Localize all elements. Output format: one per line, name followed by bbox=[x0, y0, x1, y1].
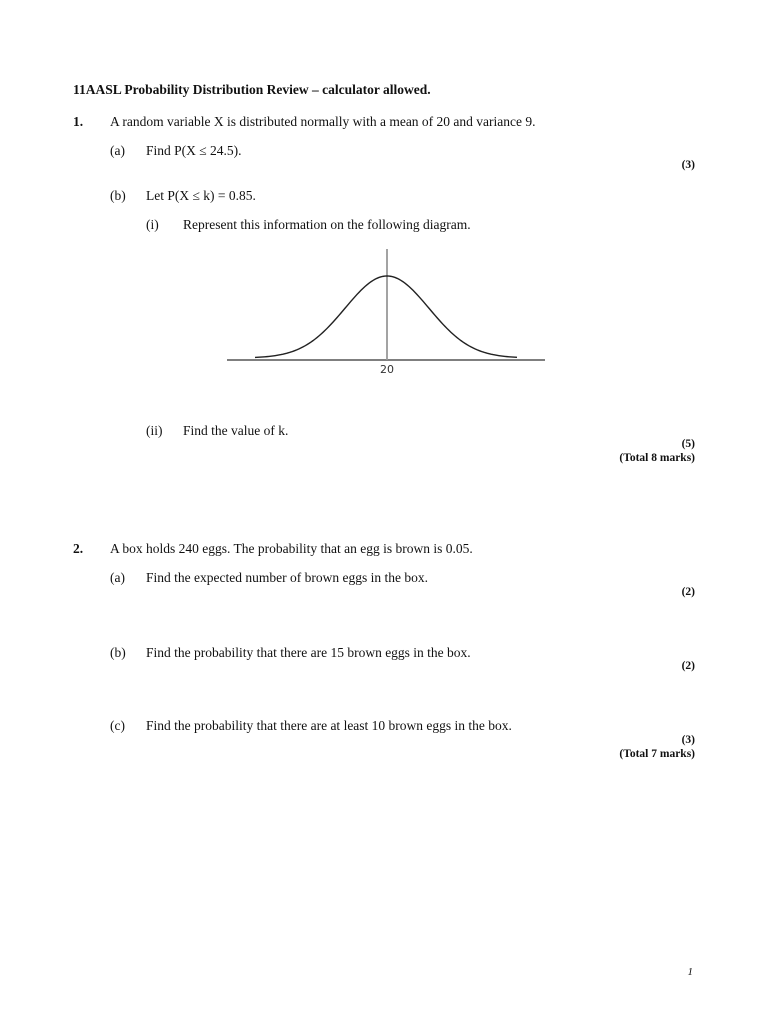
q1-part-b-ii-label: (ii) bbox=[146, 423, 163, 438]
q2-part-c-marks: (3) bbox=[681, 734, 695, 746]
q2-part-c-label: (c) bbox=[110, 718, 125, 733]
q1-part-b-i-label: (i) bbox=[146, 217, 159, 232]
page-title: 11AASL Probability Distribution Review – calculator allowed. bbox=[73, 82, 431, 97]
q2-part-a-label: (a) bbox=[110, 570, 125, 585]
q1-part-b-text: Let P(X ≤ k) = 0.85. bbox=[146, 188, 256, 203]
question-2-stem: A box holds 240 eggs. The probability that an egg is brown is 0.05. bbox=[110, 541, 473, 556]
q2-part-b-marks: (2) bbox=[681, 660, 695, 672]
q1-part-a-marks: (3) bbox=[681, 159, 695, 171]
normal-curve-diagram bbox=[225, 245, 547, 380]
question-1-stem: A random variable X is distributed normally with a mean of 20 and variance 9. bbox=[110, 114, 536, 129]
q2-part-a-text: Find the expected number of brown eggs in the box. bbox=[146, 570, 428, 585]
q1-part-b-label: (b) bbox=[110, 188, 126, 203]
q1-part-b-ii-text: Find the value of k. bbox=[183, 423, 289, 438]
q2-part-b-text: Find the probability that there are 15 brown eggs in the box. bbox=[146, 645, 471, 660]
question-2-number: 2. bbox=[73, 541, 84, 556]
q2-total-marks: (Total 7 marks) bbox=[619, 748, 695, 760]
normal-curve bbox=[255, 276, 517, 357]
question-1-number: 1. bbox=[73, 114, 84, 129]
q2-part-a-marks: (2) bbox=[681, 586, 695, 598]
q2-part-b-label: (b) bbox=[110, 645, 126, 660]
page-number: 1 bbox=[687, 966, 693, 978]
diagram-center-label: 20 bbox=[380, 363, 394, 376]
q1-part-a-text: Find P(X ≤ 24.5). bbox=[146, 143, 242, 158]
q2-part-c-text: Find the probability that there are at least 10 brown eggs in the box. bbox=[146, 718, 512, 733]
q1-part-b-marks: (5) bbox=[681, 438, 695, 450]
q1-part-a-label: (a) bbox=[110, 143, 125, 158]
q1-part-b-i-text: Represent this information on the following diagram. bbox=[183, 217, 471, 232]
q1-total-marks: (Total 8 marks) bbox=[619, 452, 695, 464]
